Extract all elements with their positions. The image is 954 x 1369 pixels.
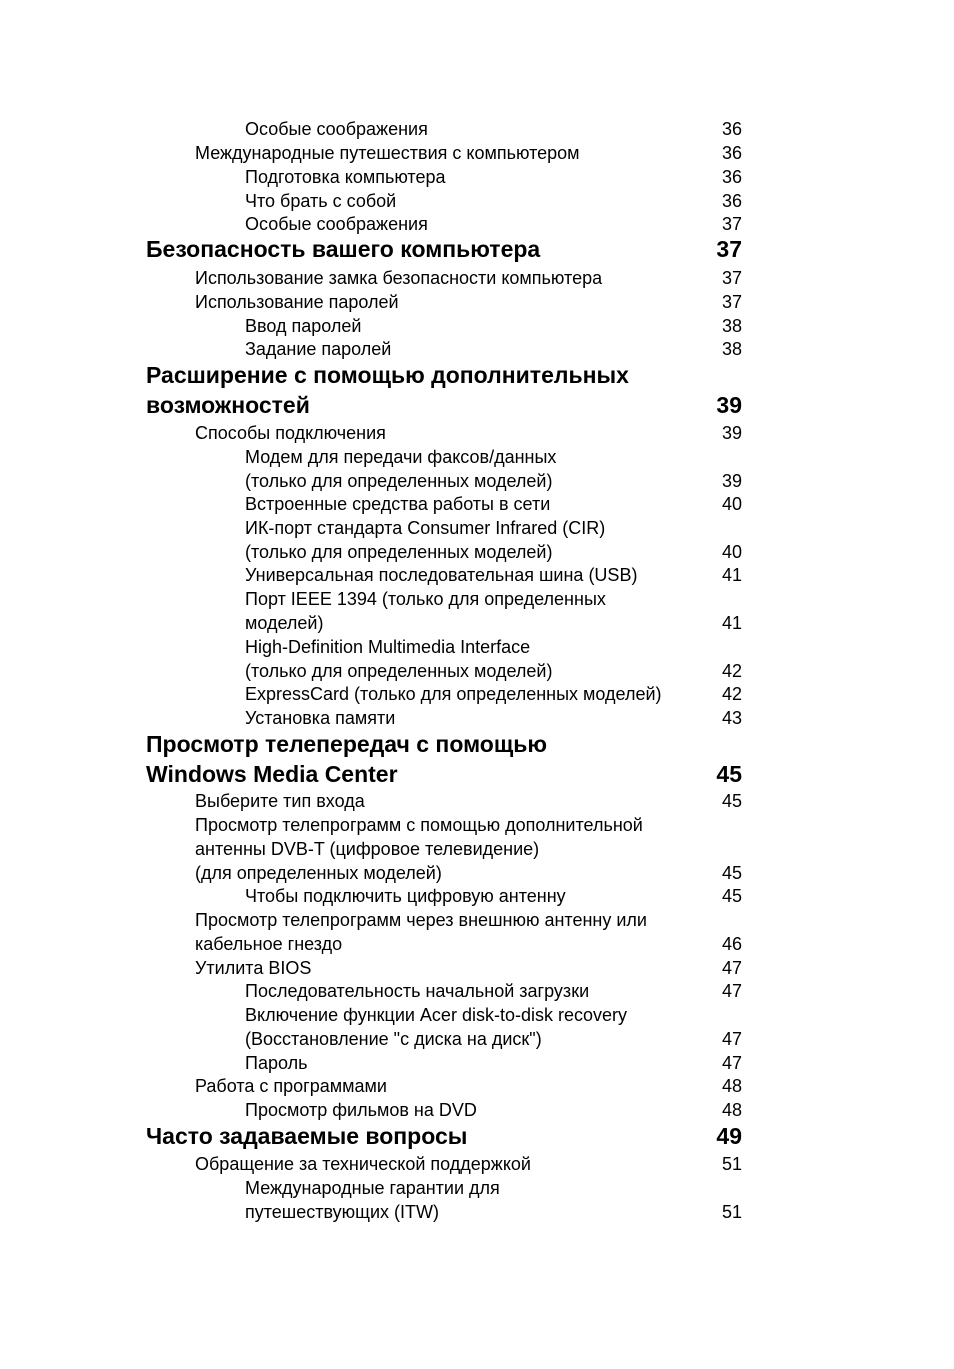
toc-entry-title-line: Просмотр телепрограмм через внешнюю антенну или [195,910,647,930]
toc-entry-title-line: ИК-порт стандарта Consumer Infrared (CIR) [245,518,606,538]
toc-entry-title-line: возможностей [146,392,310,418]
toc-entry-title-line: Подготовка компьютера [245,167,446,187]
toc-page-number: 42 [721,661,742,681]
toc-entry-title-line: Пароль [245,1053,308,1073]
toc-entry-title-line: Windows Media Center [146,761,398,787]
toc-entry-title-line: Установка памяти [245,708,396,728]
toc-entry-title-line: Задание паролей [245,339,392,359]
toc-page-number: 37 [721,292,742,312]
toc-page-number: 45 [721,886,742,906]
toc-entry-title-line: Расширение с помощью дополнительных [146,362,629,388]
toc-page-number: 38 [721,339,742,359]
toc-page-number: 51 [721,1154,742,1174]
toc-page-number: 37 [716,236,742,262]
toc-entry-title-line: Что брать с собой [245,191,397,211]
toc-page-number: 36 [721,191,742,211]
toc-entry-title-line: (для определенных моделей) [195,863,442,883]
toc-entry-title-line: путешествующих (ITW) [245,1202,440,1222]
toc-entry-title-line: Использование паролей [195,292,399,312]
toc-page-number: 39 [721,471,742,491]
toc-entry-title-line: (только для определенных моделей) [245,661,553,681]
toc-page-number: 47 [721,1053,742,1073]
toc-page-number: 37 [721,214,742,234]
toc-entry-title-line: Просмотр телепрограмм с помощью дополнительной [195,815,643,835]
toc-entry-title-line: антенны DVB-T (цифровое телевидение) [195,839,540,859]
toc-page-number: 40 [721,494,742,514]
toc-page-number: 47 [721,1029,742,1049]
toc-page-number: 40 [721,542,742,562]
toc-page-number: 48 [721,1100,742,1120]
toc-entry-title-line: Часто задаваемые вопросы [146,1123,468,1149]
toc-entry-title-line: Использование замка безопасности компьютера [195,268,603,288]
toc-page-number: 39 [721,423,742,443]
toc-page-number: 48 [721,1076,742,1096]
toc-entry-title-line: Обращение за технической поддержкой [195,1154,531,1174]
toc-page-number: 45 [721,863,742,883]
toc-entry-title-line: Включение функции Acer disk-to-disk recovery [245,1005,627,1025]
toc-entry-title-line: Просмотр фильмов на DVD [245,1100,477,1120]
toc-page-number: 45 [721,791,742,811]
toc-page-number: 36 [721,143,742,163]
toc-page-number: 41 [721,613,742,633]
toc-page-number: 36 [721,119,742,139]
toc-entry-title-line: Порт IEEE 1394 (только для определенных [245,589,606,609]
toc-page-number: 41 [721,565,742,585]
toc-entry-title-line: Международные гарантии для [245,1178,500,1198]
toc-page-number: 49 [716,1123,742,1149]
toc-page-number: 47 [721,958,742,978]
toc-entry-title-line: Безопасность вашего компьютера [146,236,541,262]
toc-entry-title-line: (только для определенных моделей) [245,542,553,562]
toc-entry-title-line: Встроенные средства работы в сети [245,494,551,514]
toc-entry-title-line: Работа с программами [195,1076,387,1096]
toc-page-number: 45 [716,761,742,787]
toc-page-number: 43 [721,708,742,728]
toc-page-number: 42 [721,684,742,704]
toc-entry-title-line: моделей) [245,613,324,633]
toc-entry-title-line: ExpressCard (только для определенных моделей) [245,684,662,704]
toc-entry-title-line: Просмотр телепередач с помощью [146,731,548,757]
toc-entry-title-line: High-Definition Multimedia Interface [245,637,531,657]
toc-entry-title-line: Ввод паролей [245,316,362,336]
toc-entry-title-line: Особые соображения [245,214,428,234]
toc-entry-title-line: кабельное гнездо [195,934,343,954]
toc-page-number: 47 [721,981,742,1001]
toc-page-number: 51 [721,1202,742,1222]
toc-page-number: 38 [721,316,742,336]
toc-entry-title-line: Способы подключения [195,423,386,443]
toc-entry-title-line: Особые соображения [245,119,428,139]
toc-entry-title-line: (только для определенных моделей) [245,471,553,491]
toc-entry-title-line: Выберите тип входа [195,791,365,811]
toc-page-number: 36 [721,167,742,187]
toc-entry-title-line: Чтобы подключить цифровую антенну [245,886,566,906]
toc-page-number: 37 [721,268,742,288]
toc-entry-title-line: (Восстановление "с диска на диск") [245,1029,542,1049]
toc-entry-title-line: Последовательность начальной загрузки [245,981,590,1001]
toc-entry-title-line: Модем для передачи факсов/данных [245,447,557,467]
toc-entry-title-line: Универсальная последовательная шина (USB) [245,565,638,585]
toc-page-number: 39 [716,392,742,418]
toc-entry-title-line: Международные путешествия с компьютером [195,143,580,163]
toc-page-number: 46 [721,934,742,954]
toc-entry-title-line: Утилита BIOS [195,958,312,978]
